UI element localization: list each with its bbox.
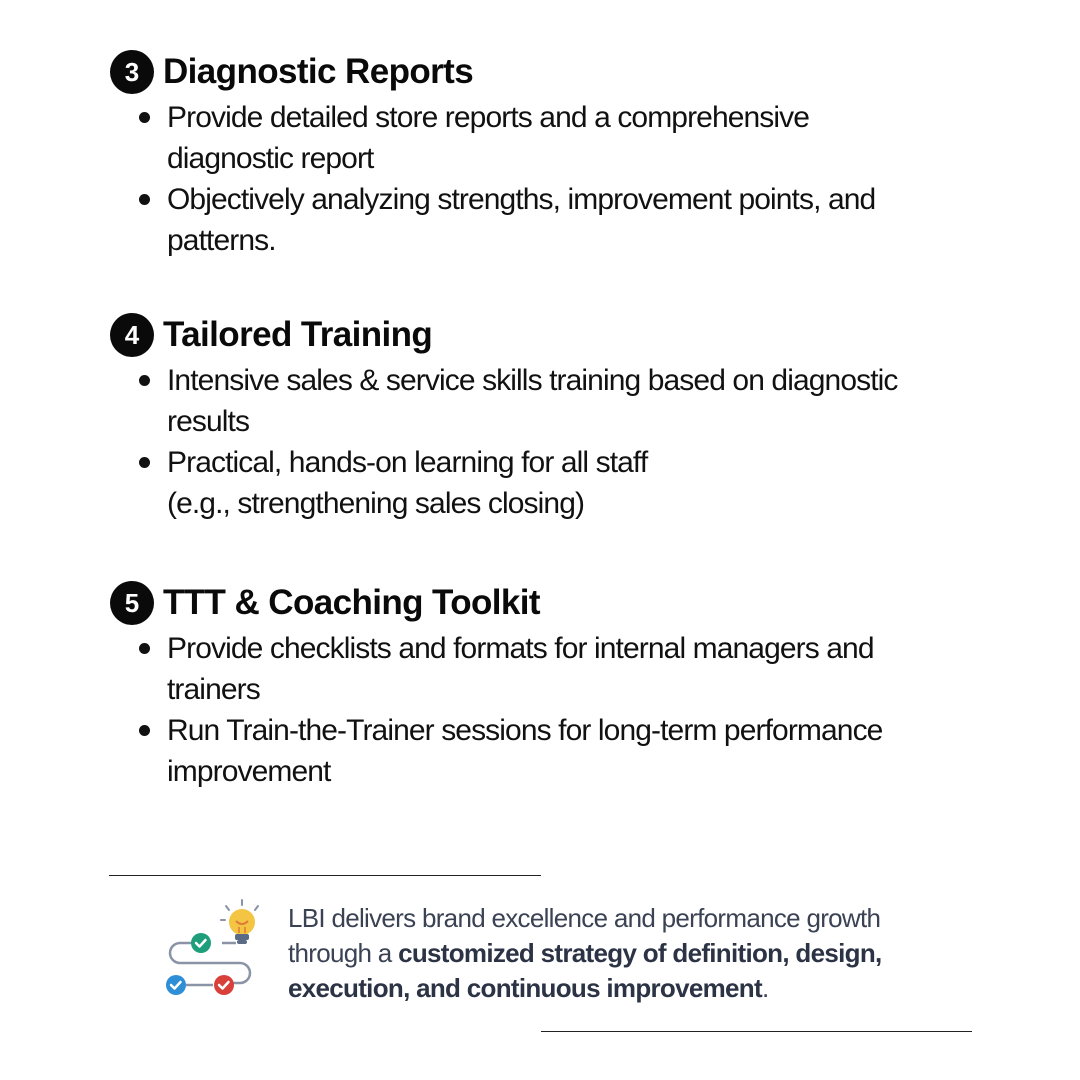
footer-line-2: [288, 936, 988, 971]
section-tailored-training: [110, 313, 990, 524]
bullet-dot-icon: [139, 194, 150, 205]
bullet-item: [110, 179, 990, 261]
lightbulb-checklist-flow-icon: [160, 898, 260, 1003]
section-heading: [110, 581, 990, 625]
bullet-text: Practical, hands-on learning for all staff (e.g., strengthening sales closing): [167, 446, 648, 520]
divider-bottom: [541, 1031, 972, 1032]
bullet-dot-icon: [139, 457, 150, 468]
bullet-list: [110, 360, 990, 524]
number-badge: 4: [110, 313, 154, 357]
bullet-dot-icon: [139, 643, 150, 654]
footer-line-3-plain: .: [761, 973, 769, 1003]
section-title: Tailored Training: [163, 315, 433, 354]
bullet-text: Intensive sales & service skills training based on diagnostic results: [167, 364, 898, 438]
footer-line-2-bold: customized strategy of definition, design,: [398, 938, 882, 968]
bullet-dot-icon: [139, 112, 150, 123]
bullet-list: [110, 628, 990, 792]
bullet-text: Provide detailed store reports and a comprehensive diagnostic report: [167, 101, 810, 175]
footer-line-1: LBI delivers brand excellence and performance growth: [288, 903, 881, 933]
bullet-item: [110, 710, 990, 792]
section-heading: [110, 313, 990, 357]
section-ttt-coaching-toolkit: [110, 581, 990, 792]
bullet-dot-icon: [139, 375, 150, 386]
section-heading: [110, 50, 990, 94]
section-title: Diagnostic Reports: [163, 52, 474, 91]
bullet-text: Objectively analyzing strengths, improvement points, and patterns.: [167, 183, 876, 257]
bullet-item: [110, 442, 990, 524]
footer-summary: [288, 901, 988, 1006]
footer-line-2-plain: through a: [288, 938, 399, 968]
divider-top: [109, 875, 541, 876]
section-diagnostic-reports: [110, 50, 990, 261]
bullet-text: Run Train-the-Trainer sessions for long-term performance improvement: [167, 714, 883, 788]
number-badge: 3: [110, 50, 154, 94]
footer-line-3-bold: execution, and continuous improvement: [288, 973, 762, 1003]
bullet-list: [110, 97, 990, 261]
bullet-item: [110, 628, 990, 710]
bullet-item: [110, 360, 990, 442]
section-title: TTT & Coaching Toolkit: [163, 583, 540, 622]
footer-line-3: [288, 971, 988, 1006]
bullet-dot-icon: [139, 725, 150, 736]
bullet-item: [110, 97, 990, 179]
bullet-text: Provide checklists and formats for internal managers and trainers: [167, 632, 874, 706]
number-badge: 5: [110, 581, 154, 625]
